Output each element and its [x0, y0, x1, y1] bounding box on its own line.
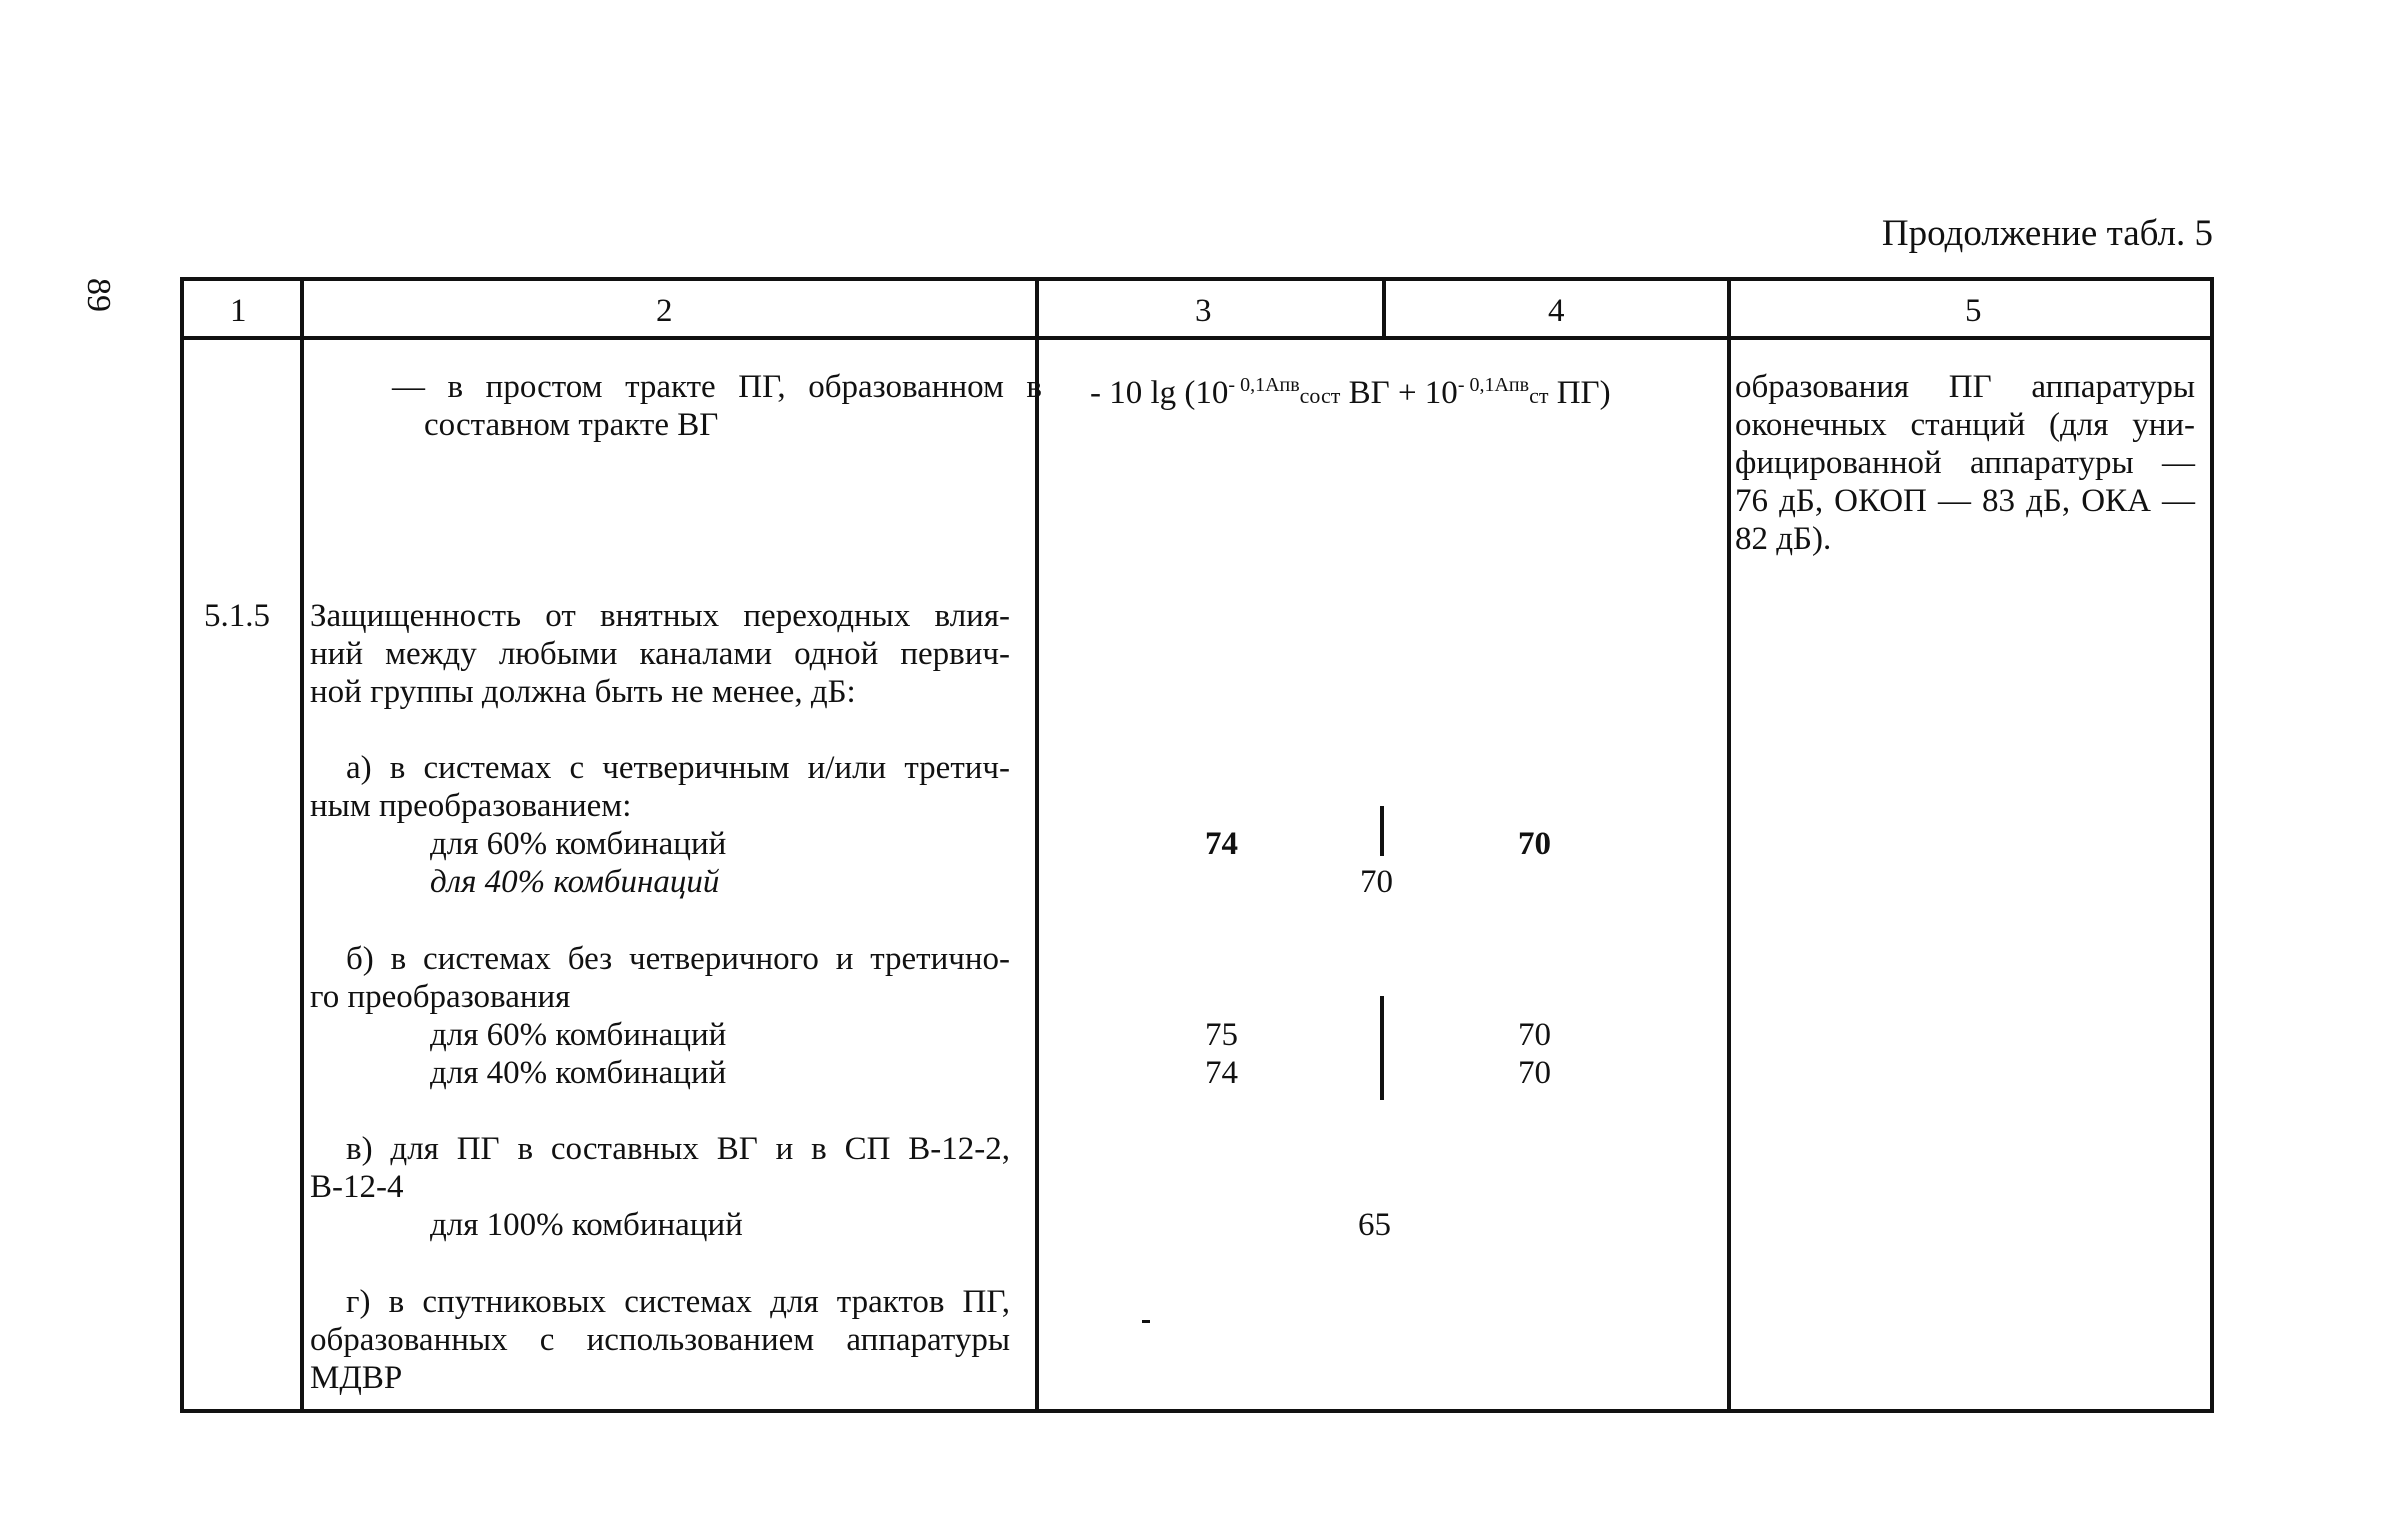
- subitem-b-row1-col3: 75: [1205, 1017, 1238, 1053]
- subitem-g-line: МДВР: [310, 1360, 403, 1396]
- stray-dash-mark: [1142, 1320, 1150, 1323]
- subitem-b-row1-col4: 70: [1518, 1017, 1551, 1053]
- header-col-4: 4: [1548, 293, 1565, 329]
- header-col-2: 2: [656, 293, 673, 329]
- col5-line: фицированной аппаратуры —: [1735, 445, 2195, 481]
- continuation-label: Продолжение табл. 5: [1881, 213, 2213, 254]
- col-divider-1-2: [300, 277, 304, 1413]
- subitem-v-row1-value: 65: [1358, 1207, 1391, 1243]
- top-row-description: — в простом тракте ПГ, образованном в составном тракте ВГ: [392, 369, 1042, 443]
- subitem-v-row1-label: для 100% комбинаций: [430, 1207, 743, 1243]
- subitem-g-line: образованных с использованием аппаратуры: [310, 1322, 1010, 1358]
- item-number: 5.1.5: [204, 598, 270, 634]
- intro-line: Защищенность от внятных переходных влия-: [310, 598, 1010, 634]
- header-col-1: 1: [230, 293, 247, 329]
- col-divider-4-5: [1727, 277, 1731, 1413]
- header-col-3: 3: [1195, 293, 1212, 329]
- table-header-divider: [180, 336, 2214, 340]
- subitem-a-separator: [1380, 806, 1384, 856]
- col-divider-2-3: [1035, 277, 1039, 1413]
- subitem-a-line: а) в системах с четверичным и/или третич-: [346, 750, 1010, 786]
- col5-line: образования ПГ аппаратуры: [1735, 369, 2195, 405]
- col5-line: оконечных станций (для уни-: [1735, 407, 2195, 443]
- intro-line: ной группы должна быть не менее, дБ:: [310, 674, 856, 710]
- subitem-b-row2-col3: 74: [1205, 1055, 1238, 1091]
- table-border-bottom: [180, 1409, 2214, 1413]
- header-col-5: 5: [1965, 293, 1982, 329]
- subitem-a-row2-label: для 40% комбинаций: [430, 864, 720, 900]
- table-border-left: [180, 277, 184, 1413]
- subitem-a-row1-label: для 60% комбинаций: [430, 826, 727, 862]
- table-border-right: [2210, 277, 2214, 1413]
- page-number: 89: [80, 278, 117, 312]
- subitem-v-line: В-12-4: [310, 1169, 404, 1205]
- subitem-b-row1-label: для 60% комбинаций: [430, 1017, 727, 1053]
- subitem-v-line: в) для ПГ в составных ВГ и в СП В-12-2,: [346, 1131, 1010, 1167]
- table-border-top: [180, 277, 2214, 281]
- subitem-b-line: го преобразования: [310, 979, 571, 1015]
- subitem-b-line: б) в системах без четверичного и третично-: [346, 941, 1010, 977]
- col5-line: 76 дБ, ОКОП — 83 дБ, ОКА —: [1735, 483, 2195, 519]
- top-row-formula: - 10 $\lg (10^{- 0,1Aпв}сост$ ВГ + $10^{- 0,1Aпв}ст$ ПГ): [1090, 374, 1611, 411]
- intro-line: ний между любыми каналами одной первич-: [310, 636, 1010, 672]
- subitem-b-separator: [1380, 996, 1384, 1100]
- subitem-a-line: ным преобразованием:: [310, 788, 632, 824]
- subitem-a-row2-value: 70: [1360, 864, 1393, 900]
- subitem-b-row2-label: для 40% комбинаций: [430, 1055, 727, 1091]
- subitem-a-row1-col4: 70: [1518, 826, 1551, 862]
- subitem-b-row2-col4: 70: [1518, 1055, 1551, 1091]
- col5-line: 82 дБ).: [1735, 521, 1832, 557]
- subitem-a-row1-col3: 74: [1205, 826, 1238, 862]
- subitem-g-line: г) в спутниковых системах для трактов ПГ,: [346, 1284, 1010, 1320]
- col-divider-3-4-header: [1382, 277, 1386, 339]
